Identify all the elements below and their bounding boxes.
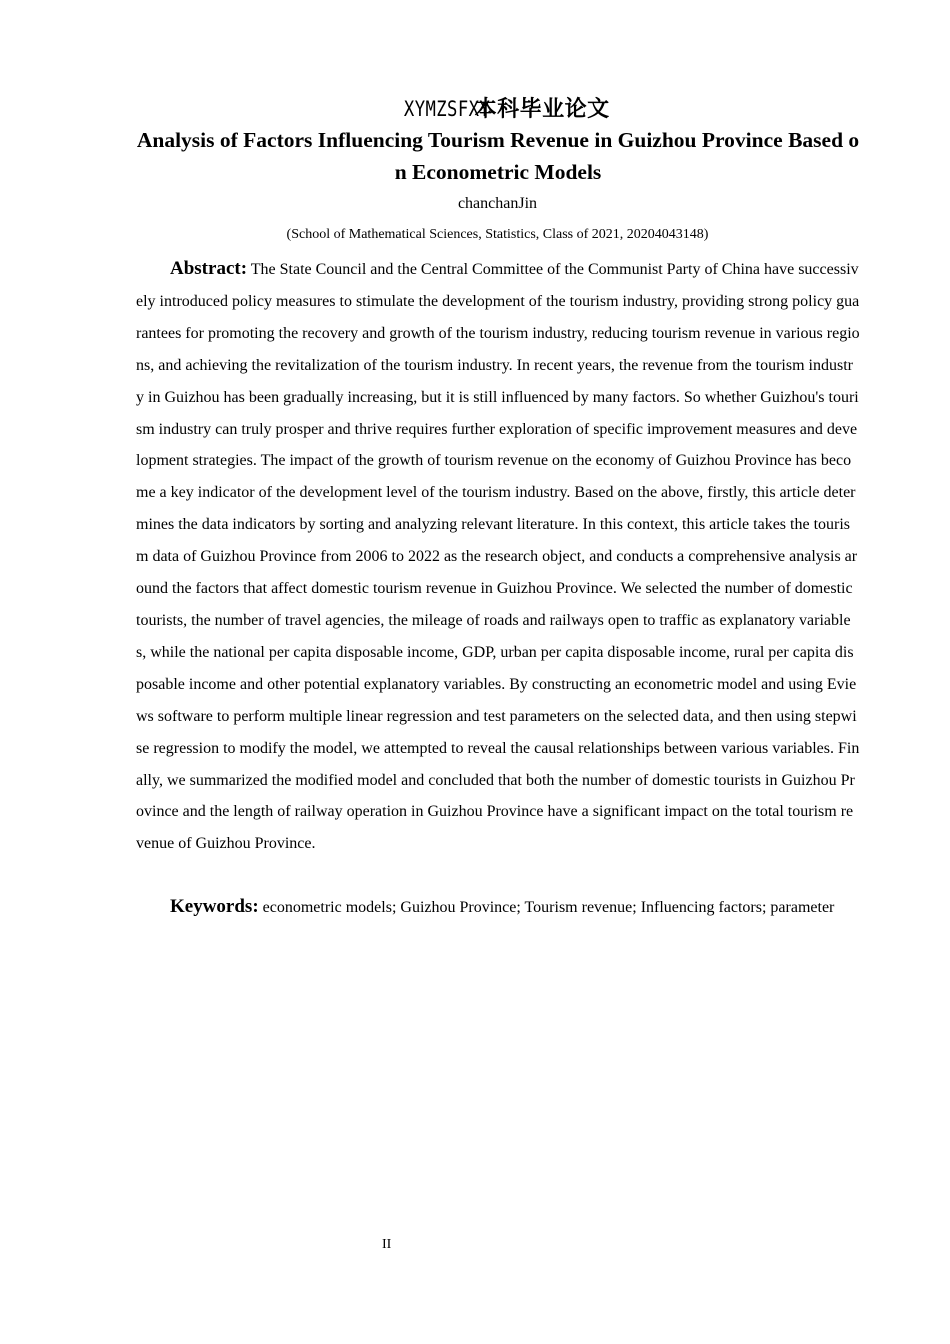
header-school-code: XYMZSFXY [404,97,491,121]
keywords-label: Keywords: [170,896,259,917]
keywords-text: econometric models; Guizhou Province; Tourism revenue; Influencing factors; parameter [262,899,835,916]
keywords-section [136,891,860,924]
abstract-label: Abstract: [170,258,248,279]
document-header [0,93,950,126]
abstract-text: The State Council and the Central Committee of the Communist Party of China have successively introduced policy measures to stimulate the development of the tourism industry, providing strong policy guarantees for promoting the recovery and growth of the tourism industry, reducing tourism revenue in various regions, and achieving the revitalization of the tourism industry. In recent years, the revenue from the tourism industry in Guizhou has been gradually increasing, but it is still influenced by many factors. So whether Guizhou's tourism industry can truly prosper and thrive requires further exploration of specific improvement measures and development strategies. The impact of the growth of tourism revenue on the economy of Guizhou Province has become a key indicator of the development level of the tourism industry. Based on the above, firstly, this article determines the data indicators by sorting and analyzing relevant literature. In this context, this article takes the tourism data of Guizhou Province from 2006 to 2022 as the research object, and conducts a comprehensive analysis around the factors that affect domestic tourism revenue in Guizhou Province. We selected the number of domestic tourists, the number of travel agencies, the mileage of roads and railways open to traffic as explanatory variables, while the national per capita disposable income, GDP, urban per capita disposable income, rural per capita disposable income and other potential explanatory variables. By constructing an econometric model and using Eviews software to perform multiple linear regression and test parameters on the selected data, and then using stepwise regression to modify the model, we attempted to reveal the causal relationships between various variables. Finally, we summarized the modified model and concluded that both the number of domestic tourists in Guizhou Province and the length of railway operation in Guizhou Province have a significant impact on the total tourism revenue of Guizhou Province. [136,261,860,853]
paper-author: chanchanJin [457,195,538,212]
paper-title: Analysis of Factors Influencing Tourism Revenue in Guizhou Province Based on Econometric Models [136,128,860,184]
page-number: II [382,1237,392,1252]
paper-affiliation: (School of Mathematical Sciences, Statistics, Class of 2021, 20204043148) [286,227,709,242]
header-thesis-label: 本科毕业论文 [474,97,610,122]
abstract-section [136,253,860,860]
